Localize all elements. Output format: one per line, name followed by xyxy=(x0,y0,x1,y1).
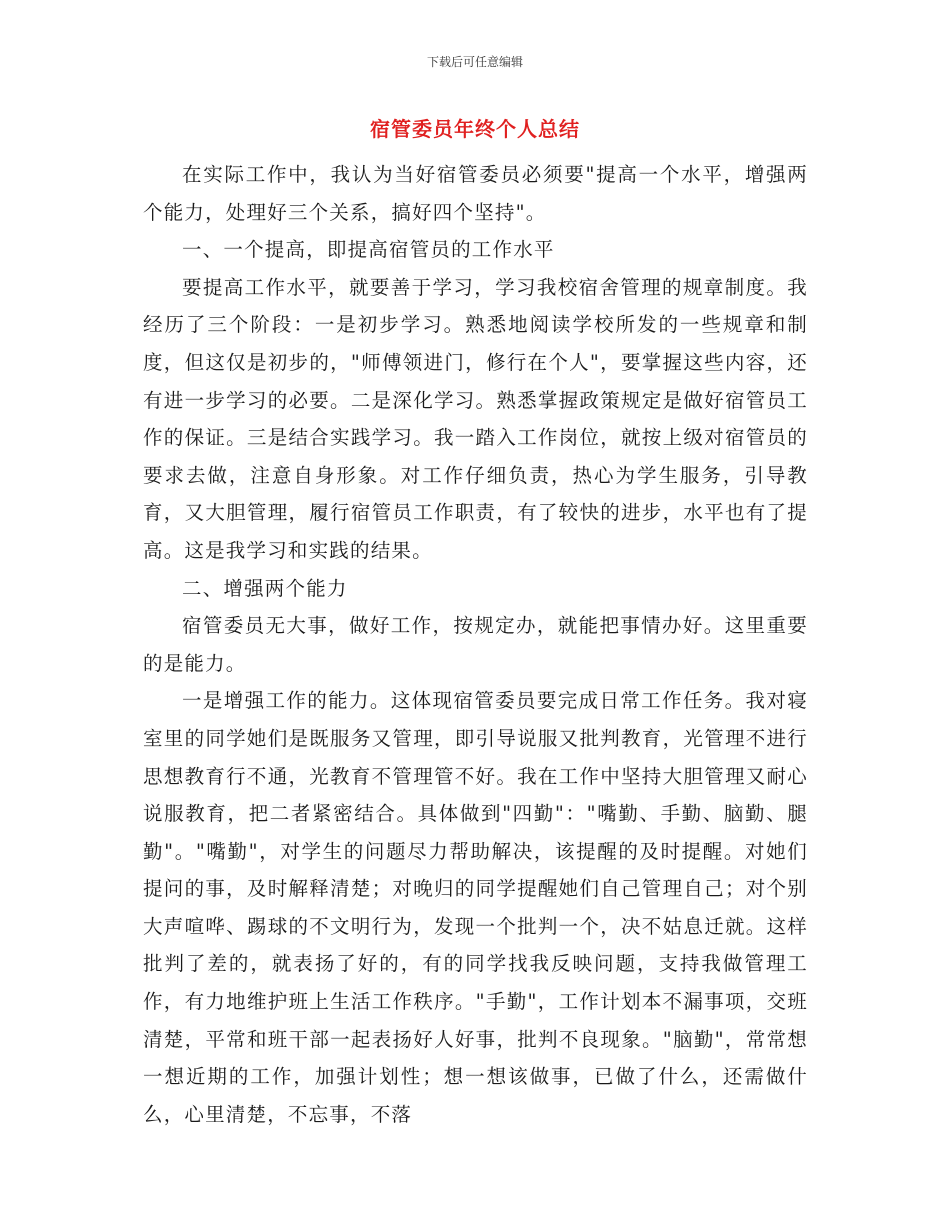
document-title: 宿管委员年终个人总结 xyxy=(370,117,580,141)
paragraph-work-ability: 一是增强工作的能力。这体现宿管委员要完成日常工作任务。我对寝室里的同学她们是既服务又管理，即引导说服又批判教育，光管理不进行思想教育行不通，光教育不管理管不好。我在工作中坚持大胆管理又耐心说服教育，把二者紧密结合。具体做到"四勤"："嘴勤、手勤、脑勤、腿勤"。"嘴勤"，对学生的问题尽力帮助解决，该提醒的及时提醒。对她们提问的事，及时解释清楚；对晚归的同学提醒她们自己管理自己；对个别大声喧哗、踢球的不文明行为，发现一个批判一个，决不姑息迁就。这样批判了差的，就表扬了好的，有的同学找我反映问题，支持我做管理工作，有力地维护班上生活工作秩序。"手勤"，工作计划本不漏事项，交班清楚，平常和班干部一起表扬好人好事，批判不良现象。"脑勤"，常常想一想近期的工作，加强计划性；想一想该做事，已做了什么，还需做什么，心里清楚，不忘事，不落 xyxy=(143,689,808,1126)
paragraph-ability: 宿管委员无大事，做好工作，按规定办，就能把事情办好。这里重要的是能力。 xyxy=(143,614,808,675)
paragraph-intro: 在实际工作中，我认为当好宿管委员必须要"提高一个水平，增强两个能力，处理好三个关系，搞好四个坚持"。 xyxy=(143,163,808,224)
paragraph-study: 要提高工作水平，就要善于学习，学习我校宿舍管理的规章制度。我经历了三个阶段：一是初步学习。熟悉地阅读学校所发的一些规章和制度，但这仅是初步的，"师傅领进门，修行在个人"，要掌握这些内容，还有进一步学习的必要。二是深化学习。熟悉掌握政策规定是做好宿管员工作的保证。三是结合实践学习。我一踏入工作岗位，就按上级对宿管员的要求去做，注意自身形象。对工作仔细负责，热心为学生服务，引导教育，又大胆管理，履行宿管员工作职责，有了较快的进步，水平也有了提高。这是我学习和实践的结果。 xyxy=(143,275,808,562)
document-body xyxy=(143,156,808,1133)
header-note: 下载后可任意编辑 xyxy=(426,55,523,69)
section-heading-1: 一、一个提高，即提高宿管员的工作水平 xyxy=(182,238,555,262)
section-heading-2: 二、增强两个能力 xyxy=(182,576,348,600)
